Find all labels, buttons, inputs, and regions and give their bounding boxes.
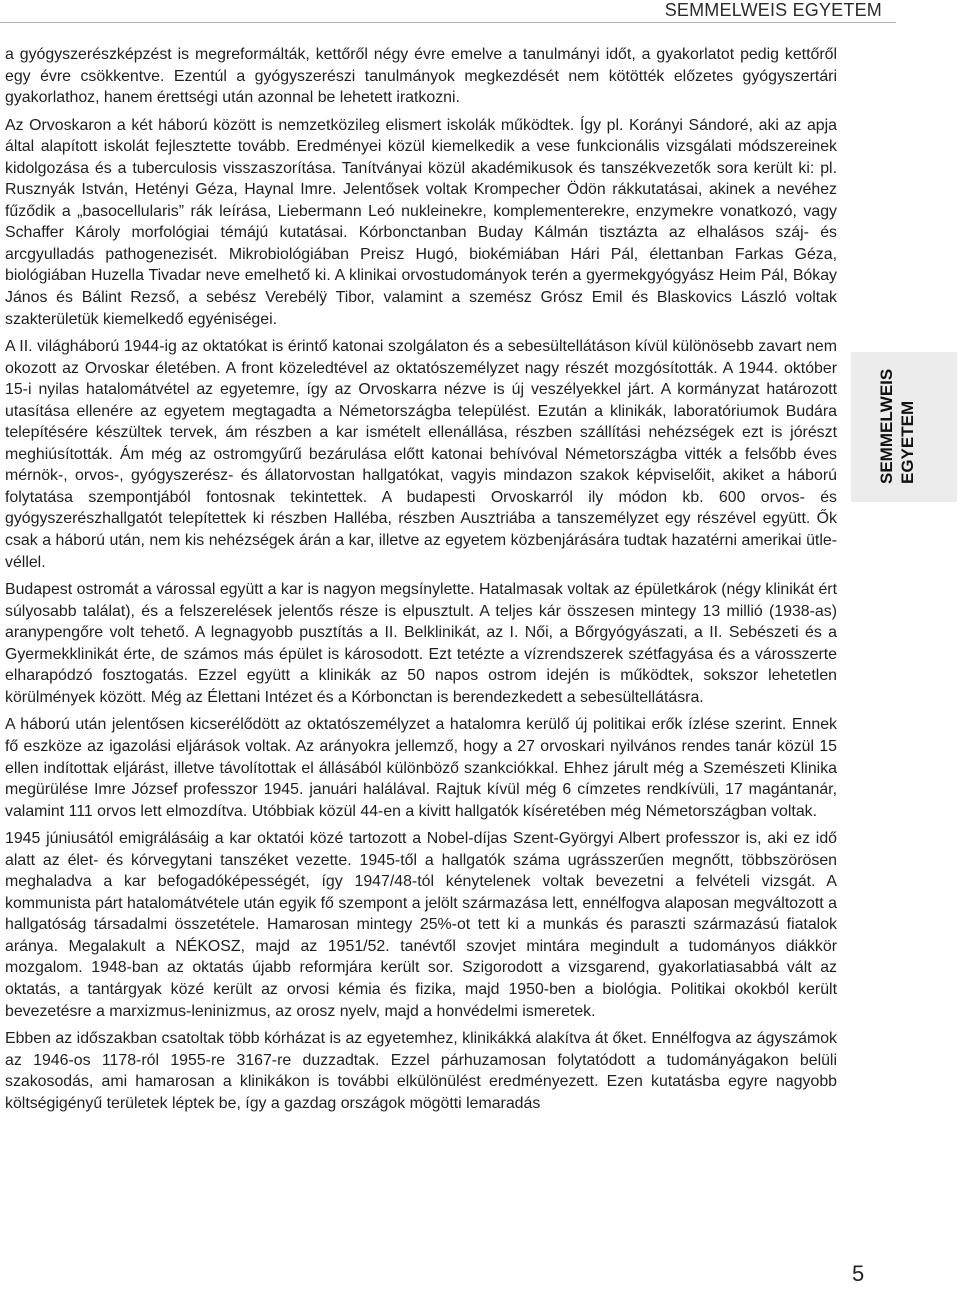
paragraph-2: Az Orvoskaron a két háború között is nemzetközileg elismert iskolák működtek. Így pl. Korányi Sándoré, aki az apja által alapított iskolát fejlesztette tovább. Eredményei közül kiemelkedik a vese funkcionális vizsgálati módszereinek kidolgozása és a tuberculosis visszaszorítása. Tanítványai közül akadémikusok és tanszékvezetők sora került ki: pl. Rusznyák István, Hetényi Géza, Haynal Imre. Jelentősek voltak Krompecher Ödön rákkutatásai, akinek a nevéhez fűződik a „basocellularis” rák leírása, Liebermann Leó nukleinekre, komplementerekre, enzymekre vonatkozó, vagy Schaffer Károly morfológiai témájú kutatásai. Kórbonctanban Buday Kálmán tisztázta az elhalásos száj- és arcgyulladás pathogenezisét. Mikrobiológiában Preisz Hugó, biokémiában Hári Pál, élettanban Farkas Géza, biológiában Huzella Tivadar neve emelhető ki. A klinikai orvostudományok terén a gyermekgyógyász Heim Pál, Bókay János és Bálint Rezső, a sebész Verebélÿ Tibor, valamint a szemész Grósz Emil és Blaskovics László voltak szakterületük kiemelkedő egyéniségei. [5, 116, 837, 328]
paragraph-5: A háború után jelentősen kicserélődött az oktatószemélyzet a hatalomra kerülő új politikai erők ízlése szerint. Ennek fő eszköze az igazolási eljárások voltak. Az arányokra jellemző, hogy a 27 orvoskari nyilvános rendes tanár közül 15 ellen indítottak eljárást, illetve távolítottak el állásából különböző szankciókkal. Ehhez járult még a Szemészeti Klinika megürülése Imre József professzor 1945. januári halálával. Rajtuk kívül még 6 címzetes rendkívüli, 17 magántanár, valamint 111 orvos lett elmozdítva. Utóbbiak közül 44-en a kivitt hallgatók kíséretében még Németországban voltak. [5, 716, 837, 820]
paragraph-3: A II. világháború 1944-ig az oktatókat is érintő katonai szolgálaton és a sebesültellátáson kívül különösebb zavart nem okozott az Orvoskar életében. A front közeledtével az oktatószemélyzet nagy részét mozgósították. A 1944. október 15-i nyilas hatalomátvétel az egyetemre, így az Orvoskarra nézve is új veszélyekkel járt. A kormányzat határozott utasítása ellenére az egyetem megtagadta a Németországba települést. Ezután a klinikák, laboratóriumok Budára telepítésére készültek tervek, ám részben a kar ismételt ellenállása, részben szállítási nehézségek ezt is jórészt meghiúsították. Ám még az ostromgyűrű bezárulása előtt katonai behívóval Németországba vitték a felsőbb éves mérnök-, orvos-, gyógyszerész- és állatorvostan hallgatókat, vagyis mindazon szakok képviselőit, akiket a háború folytatása szempontjából fontosnak tekintettek. A budapesti Orvoskarról ily módon kb. 600 orvos- és gyógyszerészhallgatót telepítettek ki részben Halléba, részben Ausztriába a tanszemélyzet egy részével együtt. Ők csak a háború után, nem kis nehézségek árán a kar, illetve az egyetem közbenjárására tudtak hazatérni amerikai ütlevéllel. [5, 338, 837, 571]
side-tab-label [876, 369, 918, 484]
header-divider [0, 22, 896, 23]
paragraph-1: a gyógyszerészképzést is megreformálták, kettőről négy évre emelve a tanulmányi időt, a gyakorlatot pedig kettőről egy évre csökkentve. Ezentúl a gyógyszerészi tanulmányok megkezdését nem kötötték előzetes gyógyszertári gyakorlathoz, hanem érettségi után azonnal be lehetett iratkozni. [5, 46, 837, 107]
paragraph-7: Ebben az időszakban csatoltak több kórházat is az egyetemhez, klinikákká alakítva át őket. Ennélfogva az ágyszámok az 1946-os 1178-ról 1955-re 3167-re duzzadtak. Ezzel párhuzamosan folytatódott a tudományágakon belüli szakosodás, ami hamarosan a klinikákon is további elkülönülést eredményezett. Ezen kutatásba egyre nagyobb költségigényű területek léptek be, így a gazdag országok mögötti lemaradás [5, 1030, 837, 1112]
paragraph-6: 1945 júniusától emigrálásáig a kar oktatói közé tartozott a Nobel-díjas Szent-Györgyi Albert professzor is, aki ez idő alatt az élet- és kórvegytani tanszéket vezette. 1945-től a hallgatók száma ugrásszerűen megnőtt, többszörösen meghaladva a kar befogadóképességét, így 1947/48-tól kénytelenek voltak bevezetni a felvételi vizsgát. A kommunista párt hatalomátvétele után egyik fő szempont a jelölt származása lett, ennélfogva alaposan megváltozott a hallgatóság társadalmi összetétele. Hamarosan mintegy 25%-ot tett ki a munkás és paraszti származású fiatalok aránya. Megalakult a NÉKOSZ, majd az 1951/52. tanévtől szovjet mintára megindult a tudományos diákkör mozgalom. 1948-ban az oktatás újabb reformjára került sor. Szigorodott a vizsgarend, gyakorlatiasabbá vált az oktatás, a tantárgyak közé került az orvosi kémia és fizika, majd 1950-ben a biológia. Politikai okokból került bevezetésre a marxizmus-leninizmus, az orosz nyelv, majd a honvédelmi ismeretek. [5, 830, 837, 1020]
page-number: 5 [852, 1261, 865, 1286]
side-tab-line-1: SEMMELWEIS [877, 368, 896, 484]
paragraph-4: Budapest ostromát a várossal együtt a kar is nagyon megsínylette. Hatalmasak voltak az épületkárok (négy klinikát ért súlyosabb találat), és a felszerelések jelentős része is elpusztult. A teljes kár összesen mintegy 13 millió (1938-as) aranypengőre volt tehető. A legnagyobb pusztítás a II. Belklinikát, az I. Női, a Bőrgyógyászati, a II. Sebészeti és a Gyermekklinikát érte, de számos más épület is károsodott. Ezt tetézte a vízrendszerek szétfagyása és a városszerte elharapódzó fosztogatás. Ezzel együtt a klinikák az 50 napos ostrom idején is működtek, sokszor lehetetlen körülmények között. Még az Élettani Intézet és a Kórbonctan is berendezkedett a sebesültellátásra. [5, 581, 837, 706]
side-tab-line-2: EGYETEM [898, 400, 917, 484]
running-header-title: SEMMELWEIS EGYETEM [664, 0, 882, 20]
article-body [5, 44, 837, 1120]
